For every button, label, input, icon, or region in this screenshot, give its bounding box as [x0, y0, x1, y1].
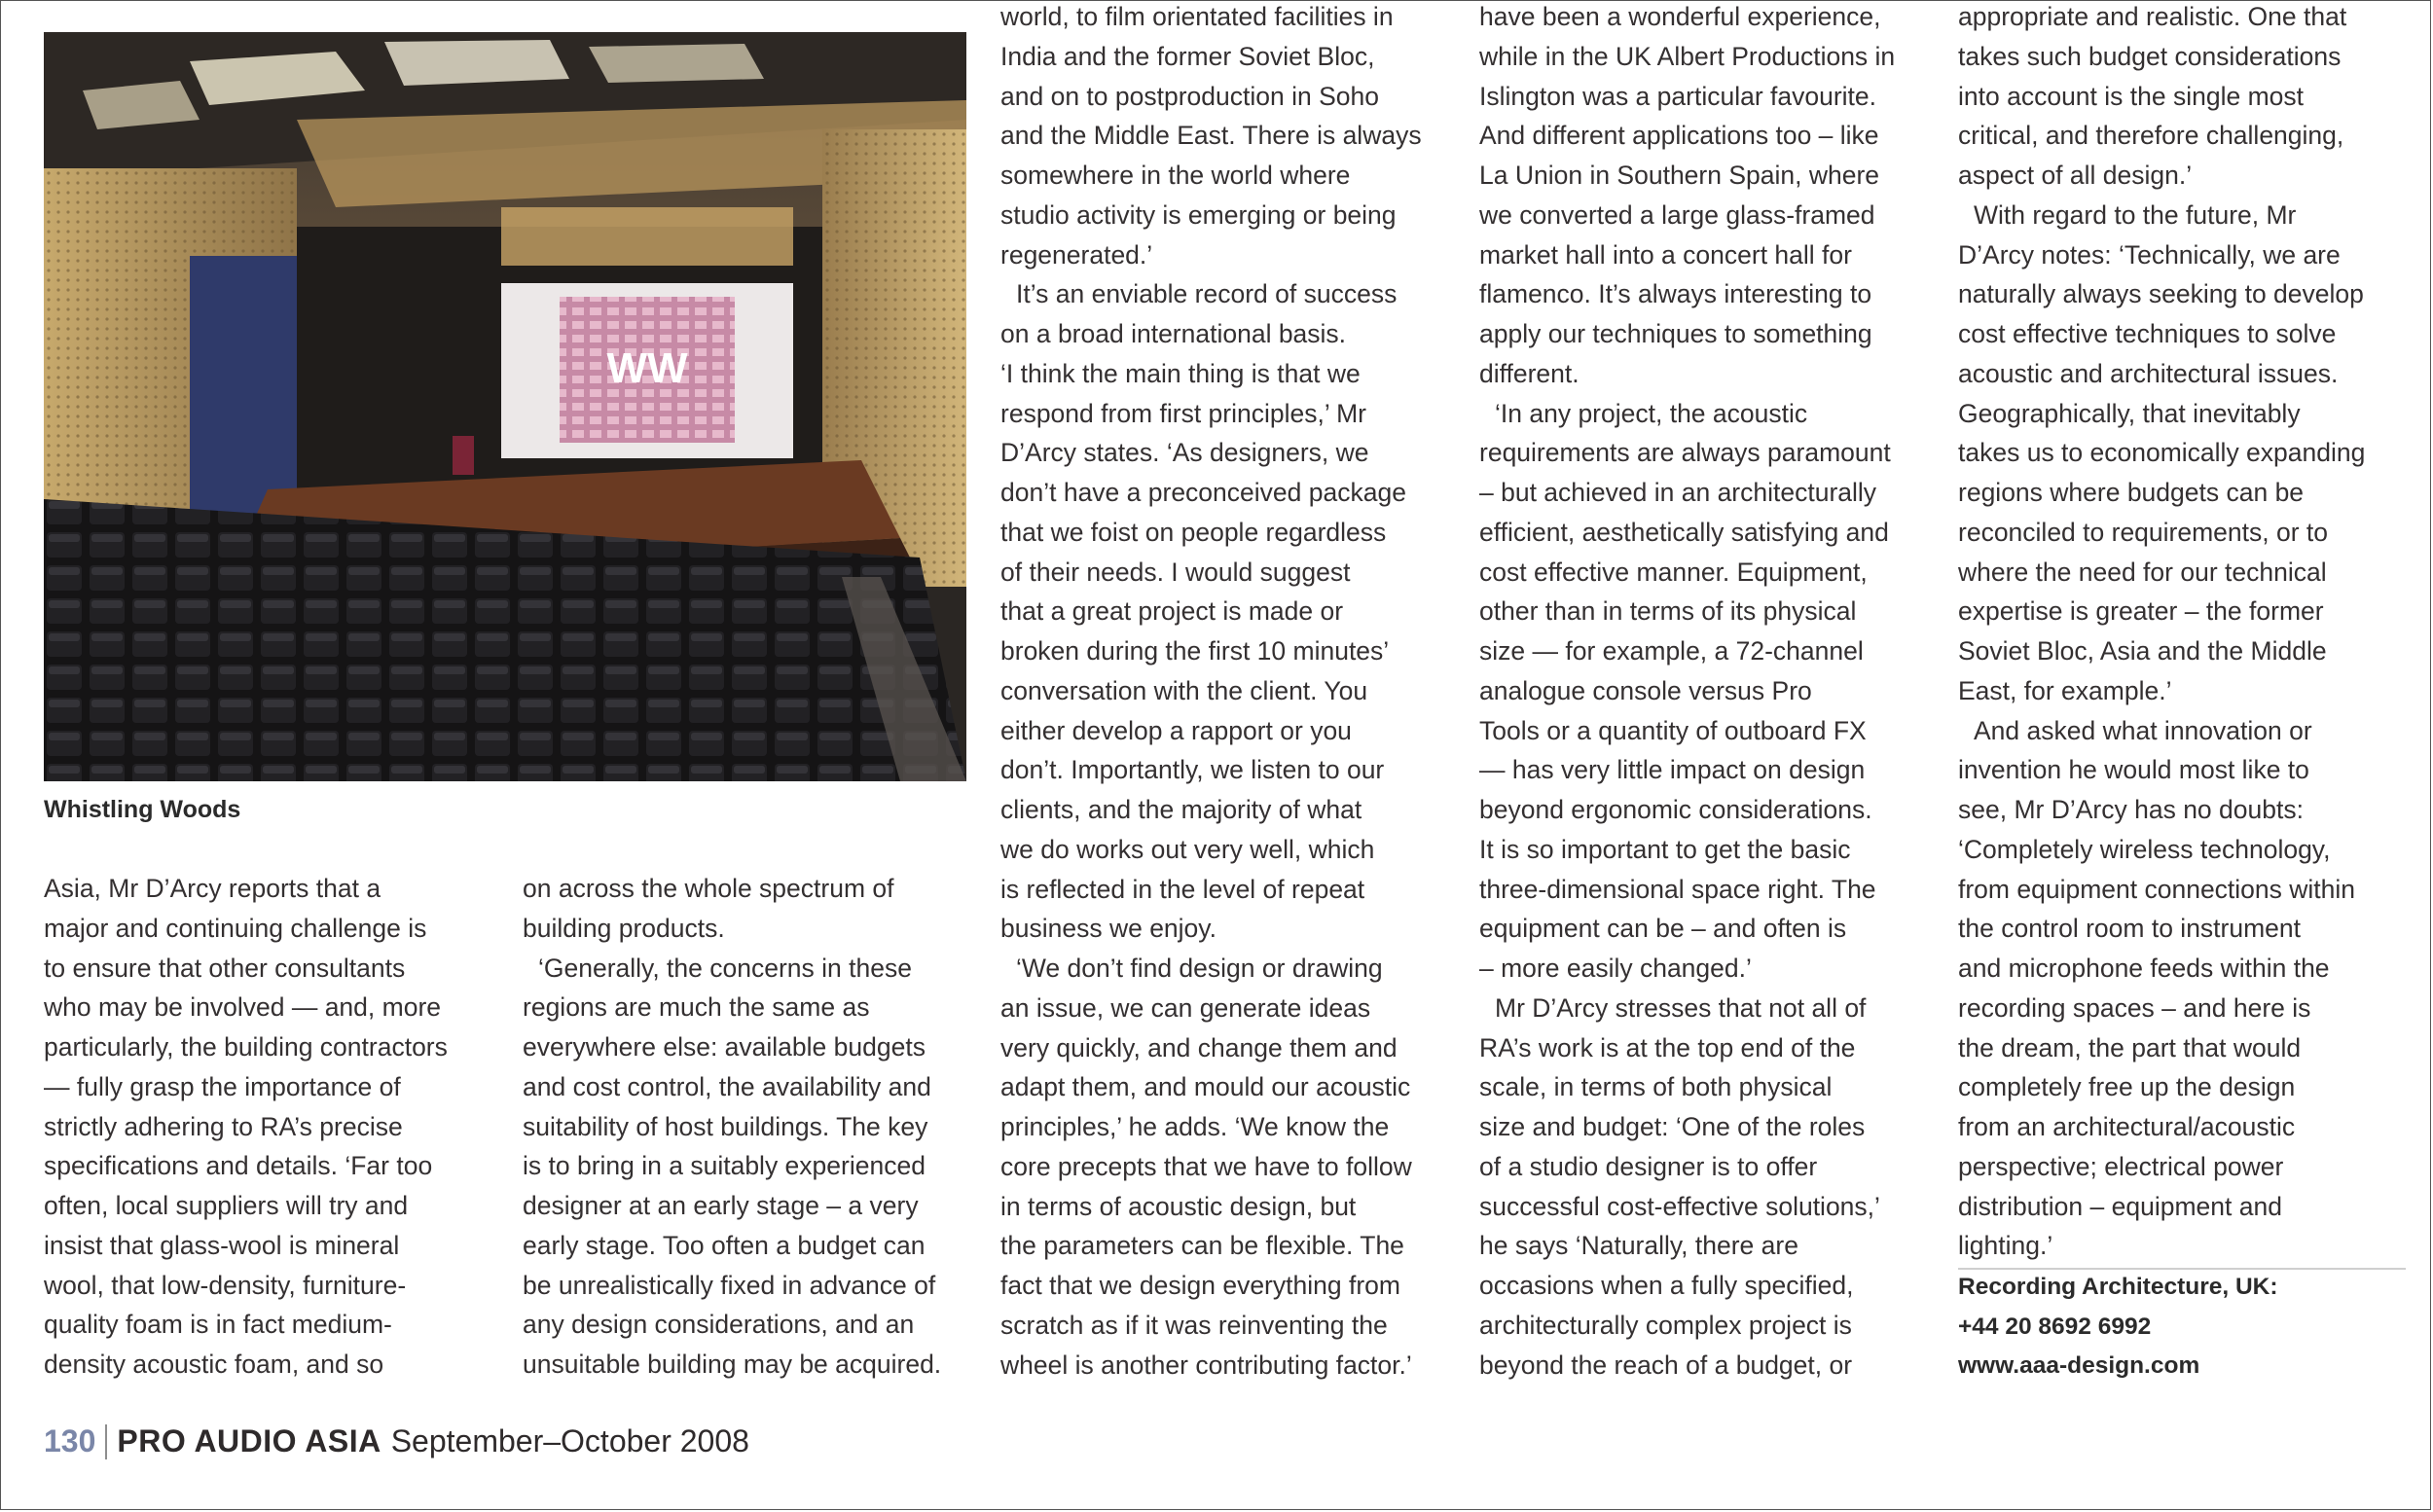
auditorium-photo — [44, 32, 966, 781]
text-line: of their needs. I would suggest — [1000, 557, 1351, 587]
screen-logo: WW — [606, 344, 688, 392]
text-line: that a great project is made or — [1000, 596, 1344, 627]
text-line: the parameters can be flexible. The — [1000, 1231, 1404, 1261]
text-line: suitability of host buildings. The key — [523, 1111, 928, 1141]
page-footer — [44, 1423, 749, 1459]
text-line: And asked what innovation or — [1974, 715, 2312, 745]
article-column-4 — [1479, 0, 1946, 1385]
text-line: business we enjoy. — [1000, 914, 1216, 944]
text-line: an issue, we can generate ideas — [1000, 992, 1371, 1023]
text-line: see, Mr D’Arcy has no doubts: — [1958, 795, 2304, 824]
text-line: strictly adhering to RA’s precise — [44, 1111, 403, 1141]
text-line: distribution – equipment and — [1958, 1191, 2282, 1221]
text-line: cost effective manner. Equipment, — [1479, 557, 1868, 587]
text-line: occasions when a fully specified, — [1479, 1271, 1854, 1300]
text-line: either develop a rapport or you — [1000, 715, 1352, 745]
text-line: flamenco. It’s always interesting to — [1479, 279, 1872, 309]
text-line: designer at an early stage – a very — [523, 1191, 919, 1220]
text-line: acoustic and architectural issues. — [1958, 358, 2339, 388]
text-line: equipment can be – and often is — [1479, 914, 1847, 944]
text-line: we converted a large glass-framed — [1479, 199, 1875, 230]
text-line: lighting.’ — [1958, 1231, 2053, 1261]
text-line: fact that we design everything from — [1000, 1271, 1400, 1300]
text-line: studio activity is emerging or being — [1000, 199, 1397, 230]
text-line: and cost control, the availability and — [523, 1071, 931, 1101]
text-line: regenerated.’ — [1000, 239, 1153, 270]
text-line: to ensure that other consultants — [44, 953, 406, 983]
text-line: have been a wonderful experience, — [1479, 2, 1881, 31]
article-column-5 — [1958, 0, 2425, 1266]
text-line: principles,’ he adds. ‘We know the — [1000, 1112, 1390, 1141]
text-line: don’t. Importantly, we listen to our — [1000, 755, 1385, 785]
text-line: of a studio designer is to offer — [1479, 1151, 1818, 1181]
text-line: appropriate and realistic. One that — [1958, 2, 2347, 31]
text-line: regions where budgets can be — [1958, 478, 2305, 507]
text-line: requirements are always paramount — [1479, 438, 1891, 468]
text-line: Islington was a particular favourite. — [1479, 81, 1877, 111]
text-line: unsuitable building may be acquired. — [523, 1350, 942, 1379]
text-line: regions are much the same as — [523, 992, 870, 1023]
text-line: different. — [1479, 358, 1580, 388]
text-line: on across the whole spectrum of — [523, 874, 894, 903]
text-line: completely free up the design — [1958, 1072, 2296, 1102]
text-line: and on to postproduction in Soho — [1000, 81, 1379, 111]
text-line: beyond ergonomic considerations. — [1479, 795, 1872, 824]
text-line: La Union in Southern Spain, where — [1479, 161, 1880, 190]
text-line: very quickly, and change them and — [1000, 1032, 1398, 1062]
text-line: It’s an enviable record of success — [1016, 279, 1398, 309]
text-line: — fully grasp the importance of — [44, 1071, 401, 1101]
contact-phone: +44 20 8692 6992 — [1958, 1313, 2152, 1340]
text-line: scratch as if it was reinventing the — [1000, 1310, 1388, 1340]
text-line: that we foist on people regardless — [1000, 517, 1387, 547]
text-line: market hall into a concert hall for — [1479, 239, 1852, 270]
text-line: major and continuing challenge is — [44, 913, 427, 943]
contact-website[interactable]: www.aaa-design.com — [1958, 1352, 2200, 1379]
text-line: Tools or a quantity of outboard FX — [1479, 715, 1867, 745]
text-line: everywhere else: available budgets — [523, 1032, 926, 1062]
text-line: takes such budget considerations — [1958, 41, 2342, 71]
text-line: building products. — [523, 913, 725, 943]
text-line: naturally always seeking to develop — [1958, 279, 2364, 309]
text-line: – but achieved in an architecturally — [1479, 478, 1877, 507]
text-line: he says ‘Naturally, there are — [1479, 1231, 1798, 1261]
text-line: early stage. Too often a budget can — [523, 1230, 926, 1260]
text-line: from an architectural/acoustic — [1958, 1112, 2296, 1141]
text-line: world, to film orientated facilities in — [1000, 2, 1394, 31]
text-line: conversation with the client. You — [1000, 675, 1368, 705]
text-line: in terms of acoustic design, but — [1000, 1191, 1357, 1221]
text-line: D’Arcy states. ‘As designers, we — [1000, 438, 1369, 468]
text-line: who may be involved — and, more — [44, 992, 442, 1023]
text-line: cost effective techniques to solve — [1958, 319, 2337, 348]
text-line: on a broad international basis. — [1000, 319, 1347, 348]
page-number: 130 — [44, 1423, 96, 1458]
text-line: wool, that low-density, furniture- — [44, 1270, 407, 1300]
article-column-1 — [44, 869, 511, 1385]
text-line: clients, and the majority of what — [1000, 795, 1362, 824]
text-line: recording spaces – and here is — [1958, 992, 2311, 1023]
text-line: With regard to the future, Mr — [1974, 199, 2297, 230]
text-line: other than in terms of its physical — [1479, 596, 1857, 627]
article-column-3 — [1000, 0, 1468, 1385]
text-line: analogue console versus Pro — [1479, 675, 1812, 705]
text-line: ‘Completely wireless technology, — [1958, 834, 2331, 864]
text-line: D’Arcy notes: ‘Technically, we are — [1958, 239, 2341, 270]
text-line: specifications and details. ‘Far too — [44, 1151, 433, 1181]
text-line: takes us to economically expanding — [1958, 438, 2366, 468]
text-line: density acoustic foam, and so — [44, 1350, 384, 1379]
text-line: and the Middle East. There is always — [1000, 121, 1422, 151]
auditorium-illustration — [44, 32, 966, 781]
text-line: the dream, the part that would — [1958, 1032, 2302, 1062]
text-line: and microphone feeds within the — [1958, 954, 2330, 983]
text-line: any design considerations, and an — [523, 1310, 915, 1340]
photo-caption: Whistling Woods — [44, 796, 241, 823]
text-line: particularly, the building contractors — [44, 1032, 448, 1062]
text-line: expertise is greater – the former — [1958, 596, 2324, 627]
text-line: scale, in terms of both physical — [1479, 1072, 1833, 1102]
text-line: It is so important to get the basic — [1479, 834, 1851, 864]
text-line: architecturally complex project is — [1479, 1310, 1852, 1340]
text-line: And different applications too – like — [1479, 121, 1879, 151]
text-line: Asia, Mr D’Arcy reports that a — [44, 874, 381, 903]
text-line: wheel is another contributing factor.’ — [1000, 1350, 1412, 1380]
issue-date: September–October 2008 — [390, 1423, 749, 1458]
text-line: often, local suppliers will try and — [44, 1191, 409, 1220]
text-line: size and budget: ‘One of the roles — [1479, 1112, 1866, 1141]
text-line: East, for example.’ — [1958, 675, 2172, 705]
text-line: invention he would most like to — [1958, 755, 2309, 785]
text-line: ‘In any project, the acoustic — [1495, 398, 1808, 428]
text-line: India and the former Soviet Bloc, — [1000, 41, 1375, 71]
text-line: — has very little impact on design — [1479, 755, 1866, 785]
contact-block — [1958, 1268, 2278, 1386]
text-line: three-dimensional space right. The — [1479, 874, 1876, 904]
text-line: from equipment connections within — [1958, 874, 2356, 904]
text-line: core precepts that we have to follow — [1000, 1151, 1412, 1181]
text-line: Geographically, that inevitably — [1958, 398, 2301, 428]
text-line: respond from first principles,’ Mr — [1000, 398, 1367, 428]
text-line: insist that glass-wool is mineral — [44, 1230, 400, 1260]
text-line: we do works out very well, which — [1000, 834, 1375, 864]
text-line: perspective; electrical power — [1958, 1151, 2284, 1181]
text-line: Soviet Bloc, Asia and the Middle — [1958, 636, 2327, 666]
text-line: broken during the first 10 minutes’ — [1000, 636, 1390, 666]
text-line: adapt them, and mould our acoustic — [1000, 1072, 1411, 1102]
text-line: Mr D’Arcy stresses that not all of — [1495, 992, 1867, 1023]
text-line: size — for example, a 72-channel — [1479, 636, 1864, 666]
text-line: ‘Generally, the concerns in these — [538, 953, 912, 983]
text-line: RA’s work is at the top end of the — [1479, 1032, 1856, 1062]
text-line: ‘I think the main thing is that we — [1000, 358, 1361, 388]
text-line: successful cost-effective solutions,’ — [1479, 1191, 1880, 1221]
text-line: where the need for our technical — [1958, 557, 2327, 587]
text-line: be unrealistically fixed in advance of — [523, 1270, 936, 1300]
text-line: beyond the reach of a budget, or — [1479, 1350, 1853, 1380]
text-line: the control room to instrument — [1958, 914, 2302, 944]
footer-divider — [105, 1424, 107, 1459]
text-line: quality foam is in fact medium- — [44, 1310, 392, 1340]
text-line: apply our techniques to something — [1479, 319, 1872, 348]
text-line: – more easily changed.’ — [1479, 954, 1752, 983]
magazine-name: PRO AUDIO ASIA — [117, 1423, 381, 1458]
text-line: don’t have a preconceived package — [1000, 478, 1406, 507]
article-column-2 — [523, 869, 990, 1385]
text-line: reconciled to requirements, or to — [1958, 517, 2329, 547]
text-line: while in the UK Albert Productions in — [1479, 41, 1896, 71]
text-line: efficient, aesthetically satisfying and — [1479, 517, 1889, 547]
text-line: is to bring in a suitably experienced — [523, 1151, 926, 1181]
text-line: somewhere in the world where — [1000, 161, 1351, 190]
text-line: is reflected in the level of repeat — [1000, 874, 1365, 904]
contact-company: Recording Architecture, UK: — [1958, 1274, 2278, 1300]
text-line: into account is the single most — [1958, 81, 2304, 111]
text-line: aspect of all design.’ — [1958, 161, 2193, 190]
text-line: ‘We don’t find design or drawing — [1016, 954, 1383, 983]
text-line: critical, and therefore challenging, — [1958, 121, 2344, 151]
